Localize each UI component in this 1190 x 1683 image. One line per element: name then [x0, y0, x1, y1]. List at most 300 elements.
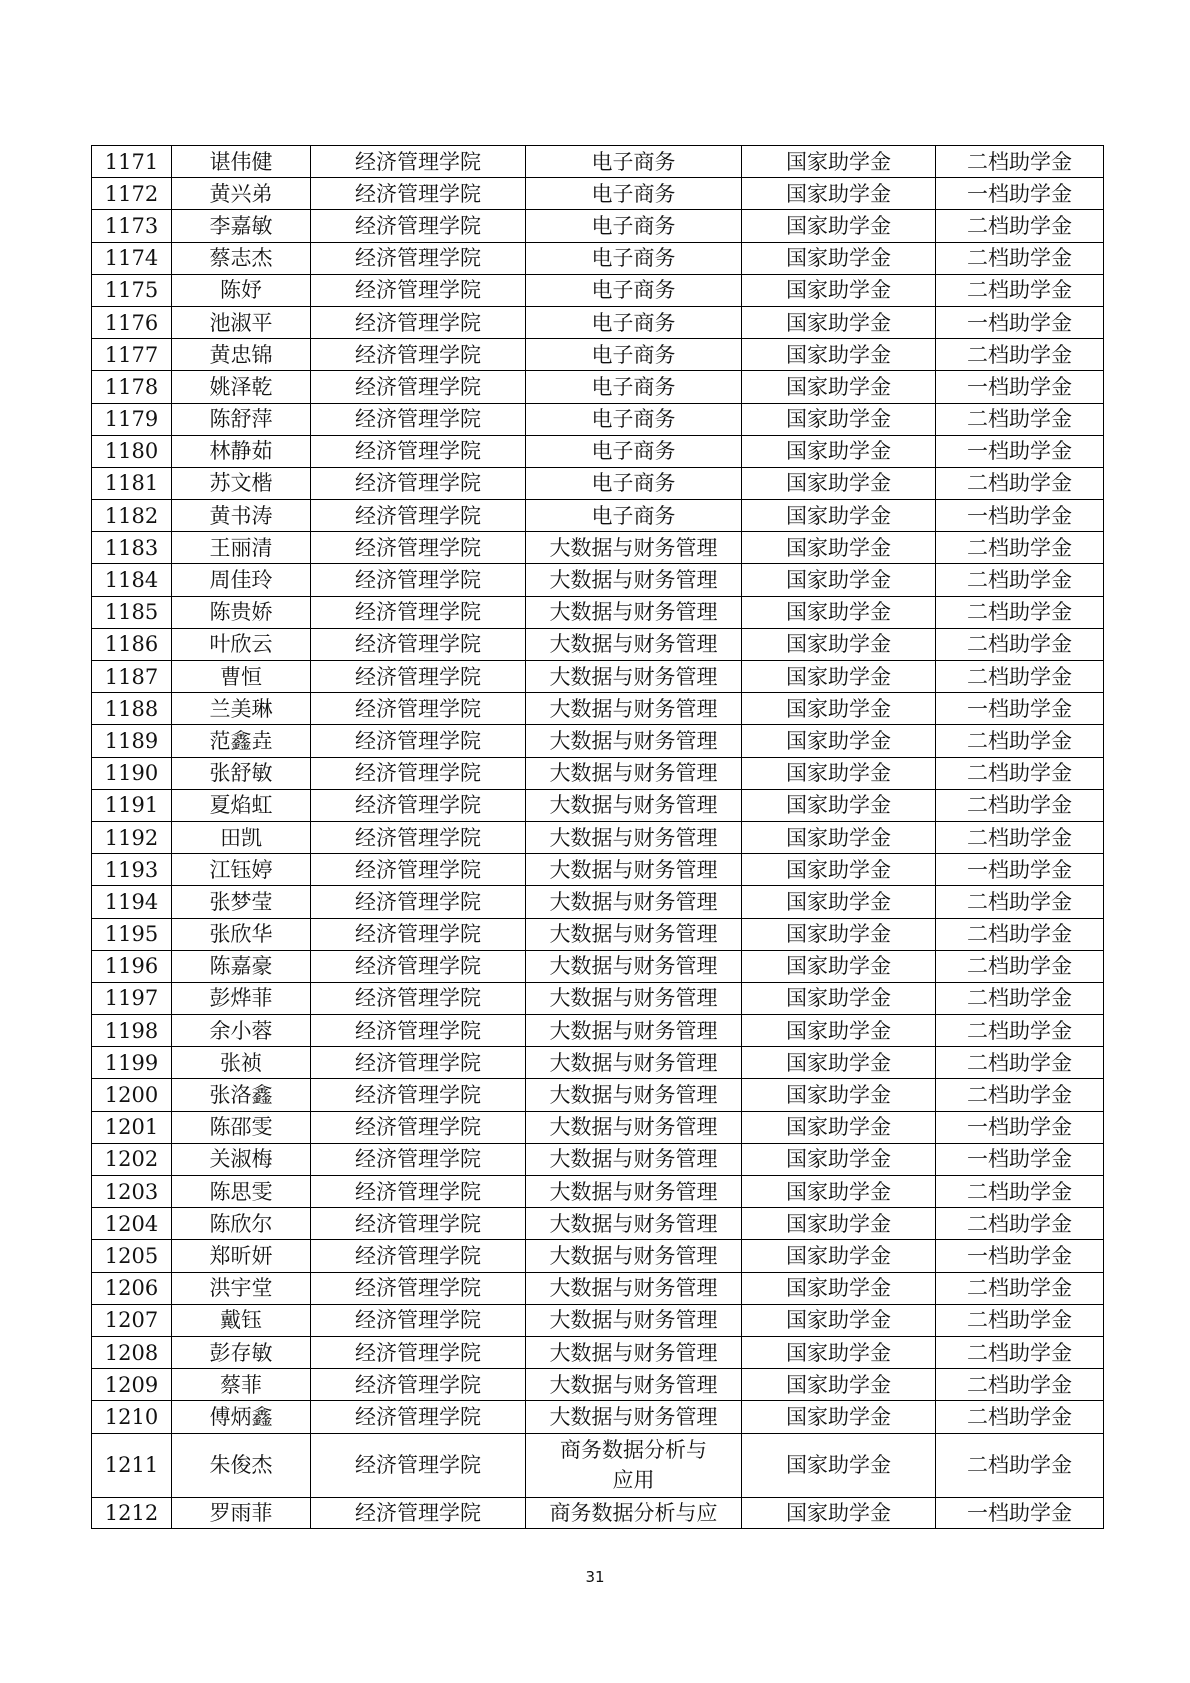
aid-level-cell: 一档助学金 — [936, 500, 1104, 532]
college-cell: 经济管理学院 — [311, 403, 526, 435]
major-cell: 电子商务 — [526, 371, 742, 403]
major-cell: 大数据与财务管理 — [526, 1240, 742, 1272]
table-row — [92, 564, 1104, 596]
row-number-cell: 1171 — [92, 146, 172, 178]
college-cell: 经济管理学院 — [311, 500, 526, 532]
major-cell: 电子商务 — [526, 210, 742, 242]
student-name-cell: 陈贵娇 — [172, 596, 311, 628]
row-number-cell: 1201 — [92, 1111, 172, 1143]
aid-level-cell: 二档助学金 — [936, 1015, 1104, 1047]
table-row — [92, 821, 1104, 853]
major-cell: 电子商务 — [526, 306, 742, 338]
table-row — [92, 918, 1104, 950]
aid-type-cell: 国家助学金 — [742, 435, 936, 467]
major-cell: 大数据与财务管理 — [526, 918, 742, 950]
major-cell: 大数据与财务管理 — [526, 1336, 742, 1368]
table-row — [92, 306, 1104, 338]
student-name-cell: 张洛鑫 — [172, 1079, 311, 1111]
aid-type-cell: 国家助学金 — [742, 178, 936, 210]
table-row — [92, 1208, 1104, 1240]
aid-level-cell: 一档助学金 — [936, 306, 1104, 338]
major-cell: 大数据与财务管理 — [526, 1111, 742, 1143]
college-cell: 经济管理学院 — [311, 918, 526, 950]
major-cell: 电子商务 — [526, 339, 742, 371]
student-name-cell: 蔡菲 — [172, 1369, 311, 1401]
college-cell: 经济管理学院 — [311, 1015, 526, 1047]
table-row — [92, 1143, 1104, 1175]
row-number-cell: 1182 — [92, 500, 172, 532]
aid-type-cell: 国家助学金 — [742, 950, 936, 982]
student-name-cell: 黄兴弟 — [172, 178, 311, 210]
student-name-cell: 张舒敏 — [172, 757, 311, 789]
aid-type-cell: 国家助学金 — [742, 918, 936, 950]
aid-type-cell: 国家助学金 — [742, 1240, 936, 1272]
table-row — [92, 725, 1104, 757]
aid-level-cell — [936, 1497, 1104, 1528]
row-number-cell: 1199 — [92, 1047, 172, 1079]
aid-type-cell: 国家助学金 — [742, 982, 936, 1014]
table-row — [92, 532, 1104, 564]
aid-level-cell: 二档助学金 — [936, 532, 1104, 564]
college-cell: 经济管理学院 — [311, 1240, 526, 1272]
college-cell: 经济管理学院 — [311, 757, 526, 789]
college-cell: 经济管理学院 — [311, 725, 526, 757]
table-row — [92, 982, 1104, 1014]
aid-level-cell: 二档助学金 — [936, 564, 1104, 596]
major-cell: 电子商务 — [526, 500, 742, 532]
aid-type-cell: 国家助学金 — [742, 1015, 936, 1047]
aid-level-cell: 二档助学金 — [936, 1208, 1104, 1240]
table-row — [92, 596, 1104, 628]
student-name-cell: 田凯 — [172, 821, 311, 853]
student-name-cell: 姚泽乾 — [172, 371, 311, 403]
college-cell: 经济管理学院 — [311, 1176, 526, 1208]
student-name-cell: 张欣华 — [172, 918, 311, 950]
aid-type-cell: 国家助学金 — [742, 1401, 936, 1433]
aid-level-cell: 一档助学金 — [936, 1111, 1104, 1143]
table-row — [92, 1272, 1104, 1304]
row-number-cell: 1202 — [92, 1143, 172, 1175]
aid-level-cell: 二档助学金 — [936, 242, 1104, 274]
aid-level-cell: 二档助学金 — [936, 210, 1104, 242]
student-name-cell: 谌伟健 — [172, 146, 311, 178]
major-cell: 大数据与财务管理 — [526, 950, 742, 982]
college-cell: 经济管理学院 — [311, 1143, 526, 1175]
table-row — [92, 1304, 1104, 1336]
student-name-cell: 关淑梅 — [172, 1143, 311, 1175]
aid-level-cell: 一档助学金 — [936, 854, 1104, 886]
aid-type-cell: 国家助学金 — [742, 1079, 936, 1111]
major-cell: 大数据与财务管理 — [526, 1015, 742, 1047]
student-name-cell: 戴钰 — [172, 1304, 311, 1336]
aid-type-cell: 国家助学金 — [742, 564, 936, 596]
aid-level-cell: 二档助学金 — [936, 982, 1104, 1014]
aid-level-cell: 二档助学金 — [936, 1336, 1104, 1368]
college-cell: 经济管理学院 — [311, 435, 526, 467]
student-aid-table — [91, 145, 1104, 1529]
major-cell: 大数据与财务管理 — [526, 1401, 742, 1433]
aid-type-cell: 国家助学金 — [742, 789, 936, 821]
student-name-cell: 余小蓉 — [172, 1015, 311, 1047]
aid-level-cell: 二档助学金 — [936, 1079, 1104, 1111]
student-name-cell: 傅炳鑫 — [172, 1401, 311, 1433]
table-row — [92, 1336, 1104, 1368]
college-cell: 经济管理学院 — [311, 1401, 526, 1433]
aid-level-cell: 二档助学金 — [936, 950, 1104, 982]
table-row — [92, 886, 1104, 918]
table-row — [92, 1176, 1104, 1208]
major-cell: 大数据与财务管理 — [526, 725, 742, 757]
row-number-cell: 1203 — [92, 1176, 172, 1208]
college-cell: 经济管理学院 — [311, 821, 526, 853]
aid-level-cell: 二档助学金 — [936, 821, 1104, 853]
aid-type-cell: 国家助学金 — [742, 886, 936, 918]
major-cell: 大数据与财务管理 — [526, 693, 742, 725]
aid-level-cell: 二档助学金 — [936, 274, 1104, 306]
table-row — [92, 371, 1104, 403]
table-row — [92, 467, 1104, 499]
aid-type-cell: 国家助学金 — [742, 146, 936, 178]
student-name-cell: 陈思雯 — [172, 1176, 311, 1208]
aid-level-cell: 一档助学金 — [936, 693, 1104, 725]
student-name-cell: 黄忠锦 — [172, 339, 311, 371]
college-cell: 经济管理学院 — [311, 628, 526, 660]
student-name-cell: 陈妤 — [172, 274, 311, 306]
aid-type-cell: 国家助学金 — [742, 1111, 936, 1143]
row-number-cell: 1175 — [92, 274, 172, 306]
major-cell: 大数据与财务管理 — [526, 661, 742, 693]
row-number-cell: 1181 — [92, 467, 172, 499]
table-row — [92, 210, 1104, 242]
aid-type-cell: 国家助学金 — [742, 1143, 936, 1175]
row-number-cell: 1210 — [92, 1401, 172, 1433]
table-row — [92, 628, 1104, 660]
college-cell: 经济管理学院 — [311, 371, 526, 403]
aid-type-cell: 国家助学金 — [742, 1208, 936, 1240]
table-row — [92, 789, 1104, 821]
major-cell: 大数据与财务管理 — [526, 628, 742, 660]
aid-level-cell: 二档助学金 — [936, 1401, 1104, 1433]
student-name-cell: 曹恒 — [172, 661, 311, 693]
aid-level-cell: 一档助学金 — [936, 1143, 1104, 1175]
student-name-cell: 彭烨菲 — [172, 982, 311, 1014]
row-number-cell: 1184 — [92, 564, 172, 596]
aid-level-cell: 二档助学金 — [936, 757, 1104, 789]
aid-type-cell-text: 国家助学金 — [786, 1500, 891, 1525]
major-cell: 大数据与财务管理 — [526, 564, 742, 596]
aid-level-cell: 一档助学金 — [936, 371, 1104, 403]
college-cell: 经济管理学院 — [311, 661, 526, 693]
student-name-cell: 陈舒萍 — [172, 403, 311, 435]
college-cell: 经济管理学院 — [311, 596, 526, 628]
table-row — [92, 1401, 1104, 1433]
row-number-cell: 1185 — [92, 596, 172, 628]
row-number-cell: 1197 — [92, 982, 172, 1014]
aid-type-cell: 国家助学金 — [742, 693, 936, 725]
student-name-cell: 张梦莹 — [172, 886, 311, 918]
row-number-cell: 1194 — [92, 886, 172, 918]
student-name-cell — [172, 1497, 311, 1528]
college-cell: 经济管理学院 — [311, 1047, 526, 1079]
aid-level-cell: 二档助学金 — [936, 467, 1104, 499]
aid-type-cell: 国家助学金 — [742, 339, 936, 371]
aid-type-cell: 国家助学金 — [742, 274, 936, 306]
aid-level-cell: 二档助学金 — [936, 403, 1104, 435]
aid-type-cell: 国家助学金 — [742, 1336, 936, 1368]
major-cell: 电子商务 — [526, 242, 742, 274]
row-number-cell: 1211 — [92, 1433, 172, 1497]
row-number-cell: 1192 — [92, 821, 172, 853]
aid-type-cell: 国家助学金 — [742, 725, 936, 757]
college-cell: 经济管理学院 — [311, 982, 526, 1014]
table-row — [92, 1047, 1104, 1079]
row-number-cell: 1187 — [92, 661, 172, 693]
aid-level-cell: 二档助学金 — [936, 725, 1104, 757]
row-number-cell: 1195 — [92, 918, 172, 950]
aid-level-cell: 二档助学金 — [936, 886, 1104, 918]
aid-level-cell: 一档助学金 — [936, 178, 1104, 210]
college-cell: 经济管理学院 — [311, 1433, 526, 1497]
student-name-cell: 叶欣云 — [172, 628, 311, 660]
major-cell: 大数据与财务管理 — [526, 596, 742, 628]
page-number: 31 — [585, 1568, 605, 1586]
aid-type-cell: 国家助学金 — [742, 210, 936, 242]
table-row — [92, 1497, 1104, 1528]
student-name-cell: 陈欣尔 — [172, 1208, 311, 1240]
row-number-cell: 1209 — [92, 1369, 172, 1401]
table-row — [92, 757, 1104, 789]
college-cell: 经济管理学院 — [311, 1336, 526, 1368]
student-name-cell: 夏焰虹 — [172, 789, 311, 821]
aid-level-cell: 二档助学金 — [936, 1047, 1104, 1079]
major-cell — [526, 1497, 742, 1528]
major-cell-text: 商务数据分析与应 — [549, 1500, 718, 1525]
aid-level-cell: 二档助学金 — [936, 1272, 1104, 1304]
aid-level-cell: 二档助学金 — [936, 339, 1104, 371]
table-row — [92, 1240, 1104, 1272]
row-number-cell: 1172 — [92, 178, 172, 210]
major-cell: 大数据与财务管理 — [526, 1369, 742, 1401]
student-name-cell: 陈嘉豪 — [172, 950, 311, 982]
row-number-cell: 1207 — [92, 1304, 172, 1336]
row-number-cell: 1173 — [92, 210, 172, 242]
student-name-cell: 林静茹 — [172, 435, 311, 467]
aid-type-cell: 国家助学金 — [742, 500, 936, 532]
student-name-cell: 王丽清 — [172, 532, 311, 564]
aid-level-cell: 一档助学金 — [936, 435, 1104, 467]
college-cell: 经济管理学院 — [311, 1369, 526, 1401]
college-cell: 经济管理学院 — [311, 789, 526, 821]
aid-type-cell: 国家助学金 — [742, 1369, 936, 1401]
college-cell: 经济管理学院 — [311, 242, 526, 274]
aid-type-cell: 国家助学金 — [742, 1176, 936, 1208]
student-name-cell: 周佳玲 — [172, 564, 311, 596]
major-cell: 大数据与财务管理 — [526, 1304, 742, 1336]
college-cell: 经济管理学院 — [311, 1079, 526, 1111]
student-name-cell-text: 罗雨菲 — [209, 1500, 273, 1525]
row-number-cell: 1177 — [92, 339, 172, 371]
row-number-cell: 1191 — [92, 789, 172, 821]
major-cell: 大数据与财务管理 — [526, 532, 742, 564]
college-cell: 经济管理学院 — [311, 146, 526, 178]
college-cell: 经济管理学院 — [311, 306, 526, 338]
college-cell: 经济管理学院 — [311, 1304, 526, 1336]
major-cell: 大数据与财务管理 — [526, 1047, 742, 1079]
student-name-cell: 兰美琳 — [172, 693, 311, 725]
major-cell: 电子商务 — [526, 274, 742, 306]
college-cell: 经济管理学院 — [311, 178, 526, 210]
major-cell: 大数据与财务管理 — [526, 821, 742, 853]
row-number-cell-text: 1212 — [104, 1500, 159, 1525]
table-row — [92, 274, 1104, 306]
aid-type-cell: 国家助学金 — [742, 596, 936, 628]
student-name-cell: 蔡志杰 — [172, 242, 311, 274]
aid-level-cell: 二档助学金 — [936, 1369, 1104, 1401]
row-number-cell: 1189 — [92, 725, 172, 757]
row-number-cell: 1179 — [92, 403, 172, 435]
aid-type-cell: 国家助学金 — [742, 467, 936, 499]
student-name-cell: 朱俊杰 — [172, 1433, 311, 1497]
aid-type-cell: 国家助学金 — [742, 403, 936, 435]
row-number-cell: 1200 — [92, 1079, 172, 1111]
major-cell: 电子商务 — [526, 467, 742, 499]
aid-level-cell: 二档助学金 — [936, 628, 1104, 660]
aid-type-cell: 国家助学金 — [742, 1433, 936, 1497]
student-name-cell: 洪宇堂 — [172, 1272, 311, 1304]
aid-type-cell: 国家助学金 — [742, 661, 936, 693]
major-cell: 大数据与财务管理 — [526, 982, 742, 1014]
college-cell: 经济管理学院 — [311, 274, 526, 306]
table-row — [92, 178, 1104, 210]
aid-level-cell: 二档助学金 — [936, 789, 1104, 821]
aid-type-cell: 国家助学金 — [742, 1047, 936, 1079]
college-cell: 经济管理学院 — [311, 532, 526, 564]
aid-type-cell: 国家助学金 — [742, 757, 936, 789]
college-cell: 经济管理学院 — [311, 886, 526, 918]
row-number-cell: 1183 — [92, 532, 172, 564]
row-number-cell: 1208 — [92, 1336, 172, 1368]
student-name-cell: 江钰婷 — [172, 854, 311, 886]
table-row — [92, 950, 1104, 982]
aid-type-cell: 国家助学金 — [742, 854, 936, 886]
aid-type-cell: 国家助学金 — [742, 371, 936, 403]
student-name-cell: 彭存敏 — [172, 1336, 311, 1368]
table-row — [92, 854, 1104, 886]
aid-level-cell: 二档助学金 — [936, 661, 1104, 693]
table-row — [92, 500, 1104, 532]
table-row — [92, 1433, 1104, 1497]
row-number-cell — [92, 1497, 172, 1528]
aid-level-cell: 二档助学金 — [936, 1176, 1104, 1208]
college-cell: 经济管理学院 — [311, 564, 526, 596]
major-cell: 大数据与财务管理 — [526, 789, 742, 821]
major-cell: 大数据与财务管理 — [526, 1272, 742, 1304]
aid-level-cell-text: 一档助学金 — [967, 1500, 1072, 1525]
table-row — [92, 1111, 1104, 1143]
major-cell: 大数据与财务管理 — [526, 854, 742, 886]
table-body — [92, 146, 1104, 1529]
college-cell: 经济管理学院 — [311, 1111, 526, 1143]
aid-type-cell: 国家助学金 — [742, 532, 936, 564]
row-number-cell: 1186 — [92, 628, 172, 660]
table-row — [92, 339, 1104, 371]
table-row — [92, 403, 1104, 435]
aid-type-cell — [742, 1497, 936, 1528]
major-cell: 大数据与财务管理 — [526, 1176, 742, 1208]
row-number-cell: 1206 — [92, 1272, 172, 1304]
student-name-cell: 李嘉敏 — [172, 210, 311, 242]
student-name-cell: 池淑平 — [172, 306, 311, 338]
college-cell: 经济管理学院 — [311, 854, 526, 886]
major-cell: 大数据与财务管理 — [526, 886, 742, 918]
student-name-cell: 黄书涛 — [172, 500, 311, 532]
table-row — [92, 1015, 1104, 1047]
major-cell: 电子商务 — [526, 178, 742, 210]
major-cell: 电子商务 — [526, 435, 742, 467]
aid-type-cell: 国家助学金 — [742, 1272, 936, 1304]
row-number-cell: 1188 — [92, 693, 172, 725]
major-cell: 商务数据分析与 应用 — [526, 1433, 742, 1497]
college-cell: 经济管理学院 — [311, 467, 526, 499]
major-cell: 大数据与财务管理 — [526, 1208, 742, 1240]
major-cell: 电子商务 — [526, 146, 742, 178]
major-cell: 大数据与财务管理 — [526, 1079, 742, 1111]
table-row — [92, 146, 1104, 178]
college-cell: 经济管理学院 — [311, 339, 526, 371]
aid-type-cell: 国家助学金 — [742, 628, 936, 660]
aid-type-cell: 国家助学金 — [742, 1304, 936, 1336]
college-cell-text: 经济管理学院 — [355, 1500, 481, 1525]
aid-level-cell: 二档助学金 — [936, 1304, 1104, 1336]
aid-level-cell: 二档助学金 — [936, 1433, 1104, 1497]
row-number-cell: 1196 — [92, 950, 172, 982]
college-cell: 经济管理学院 — [311, 210, 526, 242]
college-cell: 经济管理学院 — [311, 1272, 526, 1304]
aid-level-cell: 二档助学金 — [936, 596, 1104, 628]
table-row — [92, 1369, 1104, 1401]
row-number-cell: 1198 — [92, 1015, 172, 1047]
student-name-cell: 张祯 — [172, 1047, 311, 1079]
table-row — [92, 661, 1104, 693]
student-name-cell: 苏文楷 — [172, 467, 311, 499]
aid-type-cell: 国家助学金 — [742, 306, 936, 338]
table-row — [92, 693, 1104, 725]
table-row — [92, 242, 1104, 274]
aid-type-cell: 国家助学金 — [742, 821, 936, 853]
major-cell: 大数据与财务管理 — [526, 1143, 742, 1175]
major-cell: 大数据与财务管理 — [526, 757, 742, 789]
aid-type-cell: 国家助学金 — [742, 242, 936, 274]
table-row — [92, 1079, 1104, 1111]
row-number-cell: 1204 — [92, 1208, 172, 1240]
row-number-cell: 1176 — [92, 306, 172, 338]
aid-level-cell: 一档助学金 — [936, 1240, 1104, 1272]
college-cell: 经济管理学院 — [311, 1208, 526, 1240]
row-number-cell: 1174 — [92, 242, 172, 274]
table-row — [92, 435, 1104, 467]
row-number-cell: 1178 — [92, 371, 172, 403]
row-number-cell: 1205 — [92, 1240, 172, 1272]
aid-level-cell: 二档助学金 — [936, 146, 1104, 178]
student-name-cell: 郑昕妍 — [172, 1240, 311, 1272]
major-cell: 电子商务 — [526, 403, 742, 435]
row-number-cell: 1180 — [92, 435, 172, 467]
college-cell — [311, 1497, 526, 1528]
student-name-cell: 范鑫垚 — [172, 725, 311, 757]
row-number-cell: 1193 — [92, 854, 172, 886]
student-name-cell: 陈邵雯 — [172, 1111, 311, 1143]
college-cell: 经济管理学院 — [311, 950, 526, 982]
